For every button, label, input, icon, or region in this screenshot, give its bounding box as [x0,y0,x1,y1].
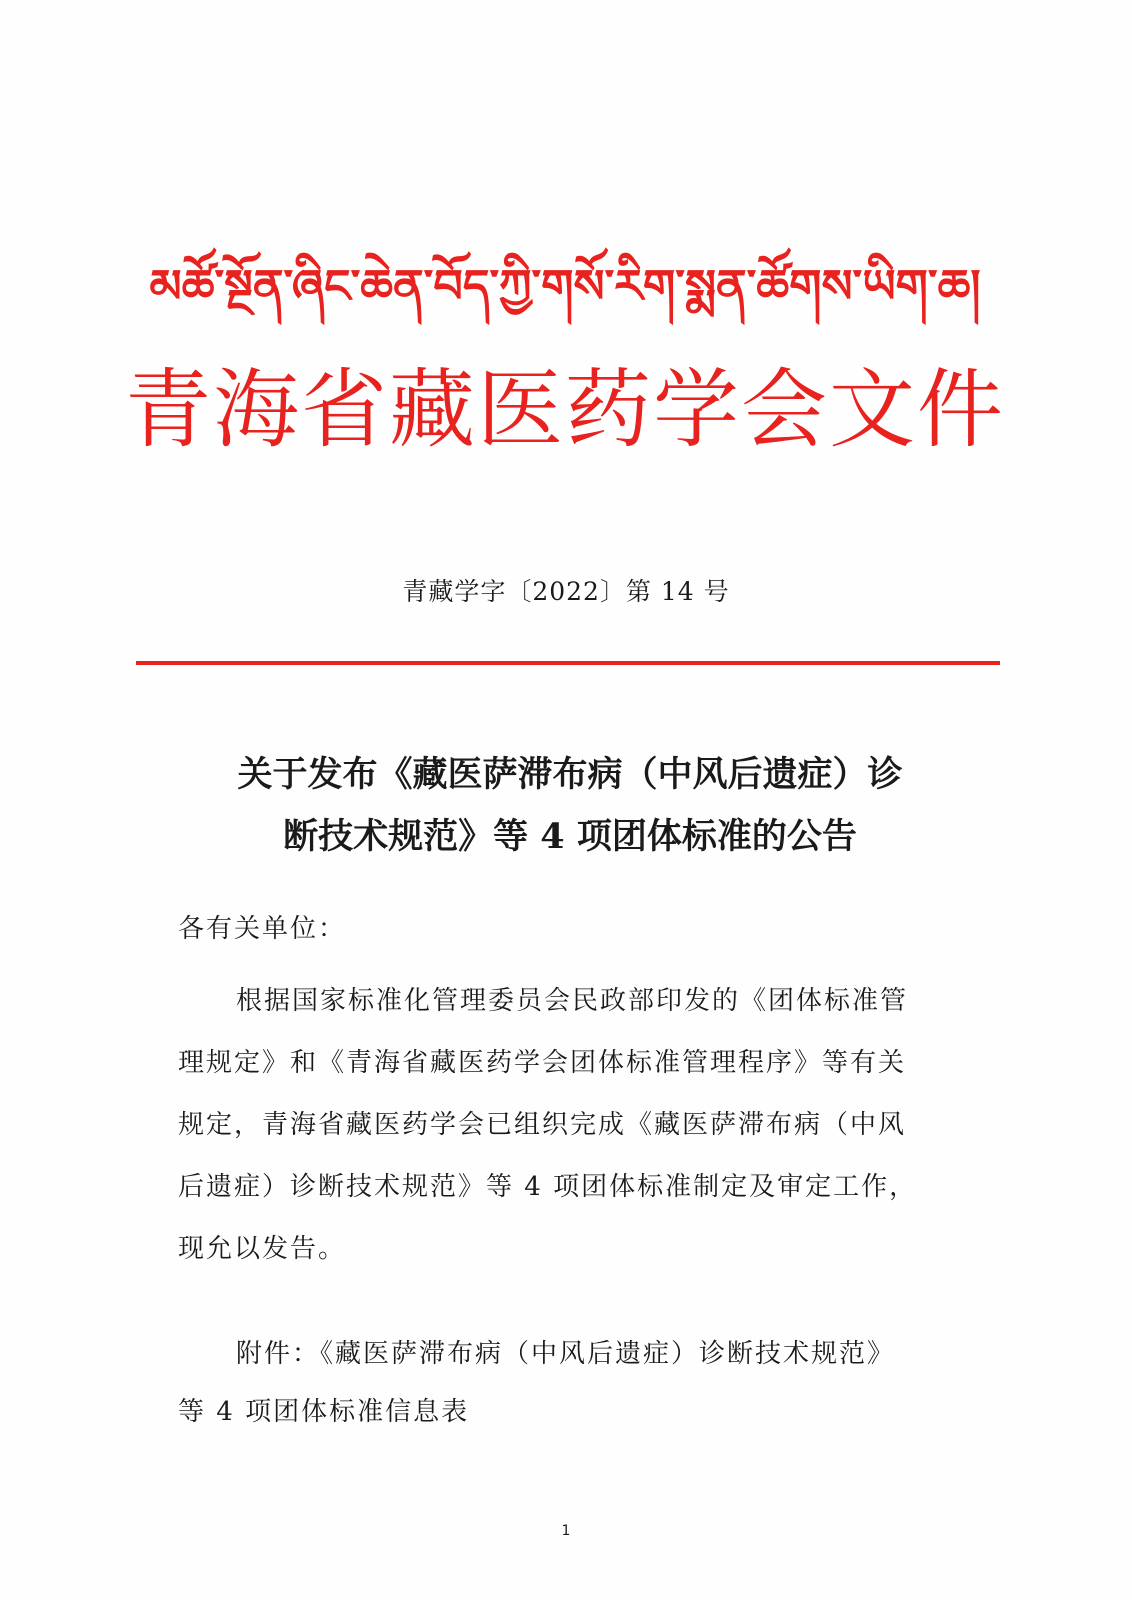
document-number: 青藏学字〔2022〕第 14 号 [402,577,730,606]
paragraph-line: 规定，青海省藏医药学会已组织完成《藏医萨滞布病（中风 [178,1110,907,1140]
attachment-line: 附件：《藏医萨滞布病（中风后遗症）诊断技术规范》 [236,1339,896,1369]
announcement-title-line-1: 关于发布《藏医萨滞布病（中风后遗症）诊 [237,754,903,795]
announcement-title [160,744,980,868]
paragraph-line: 现允以发告。 [178,1234,347,1264]
org-document-title: 青海省藏医药学会文件 [125,360,1005,460]
red-divider-line [136,661,1000,665]
paragraph-line: 根据国家标准化管理委员会民政部印发的《团体标准管 [236,986,909,1016]
salutation: 各有关单位： [178,914,347,944]
tibetan-org-title: མཚོ་སྔོན་ཞིང་ཆེན་བོད་ཀྱི་གསོ་རིག་སྨན་ཚོགས་ཡིག་ཆ། [149,259,981,313]
page-number: 1 [561,1523,571,1539]
body-paragraph [178,970,968,1280]
announcement-title-line-2: 断技术规范》等 4 项团体标准的公告 [283,816,857,857]
attachment-line: 等 4 项团体标准信息表 [178,1397,470,1427]
attachment-note [178,1325,968,1441]
paragraph-line: 后遗症）诊断技术规范》等 4 项团体标准制定及审定工作， [178,1172,918,1202]
paragraph-line: 理规定》和《青海省藏医药学会团体标准管理程序》等有关 [178,1048,907,1078]
